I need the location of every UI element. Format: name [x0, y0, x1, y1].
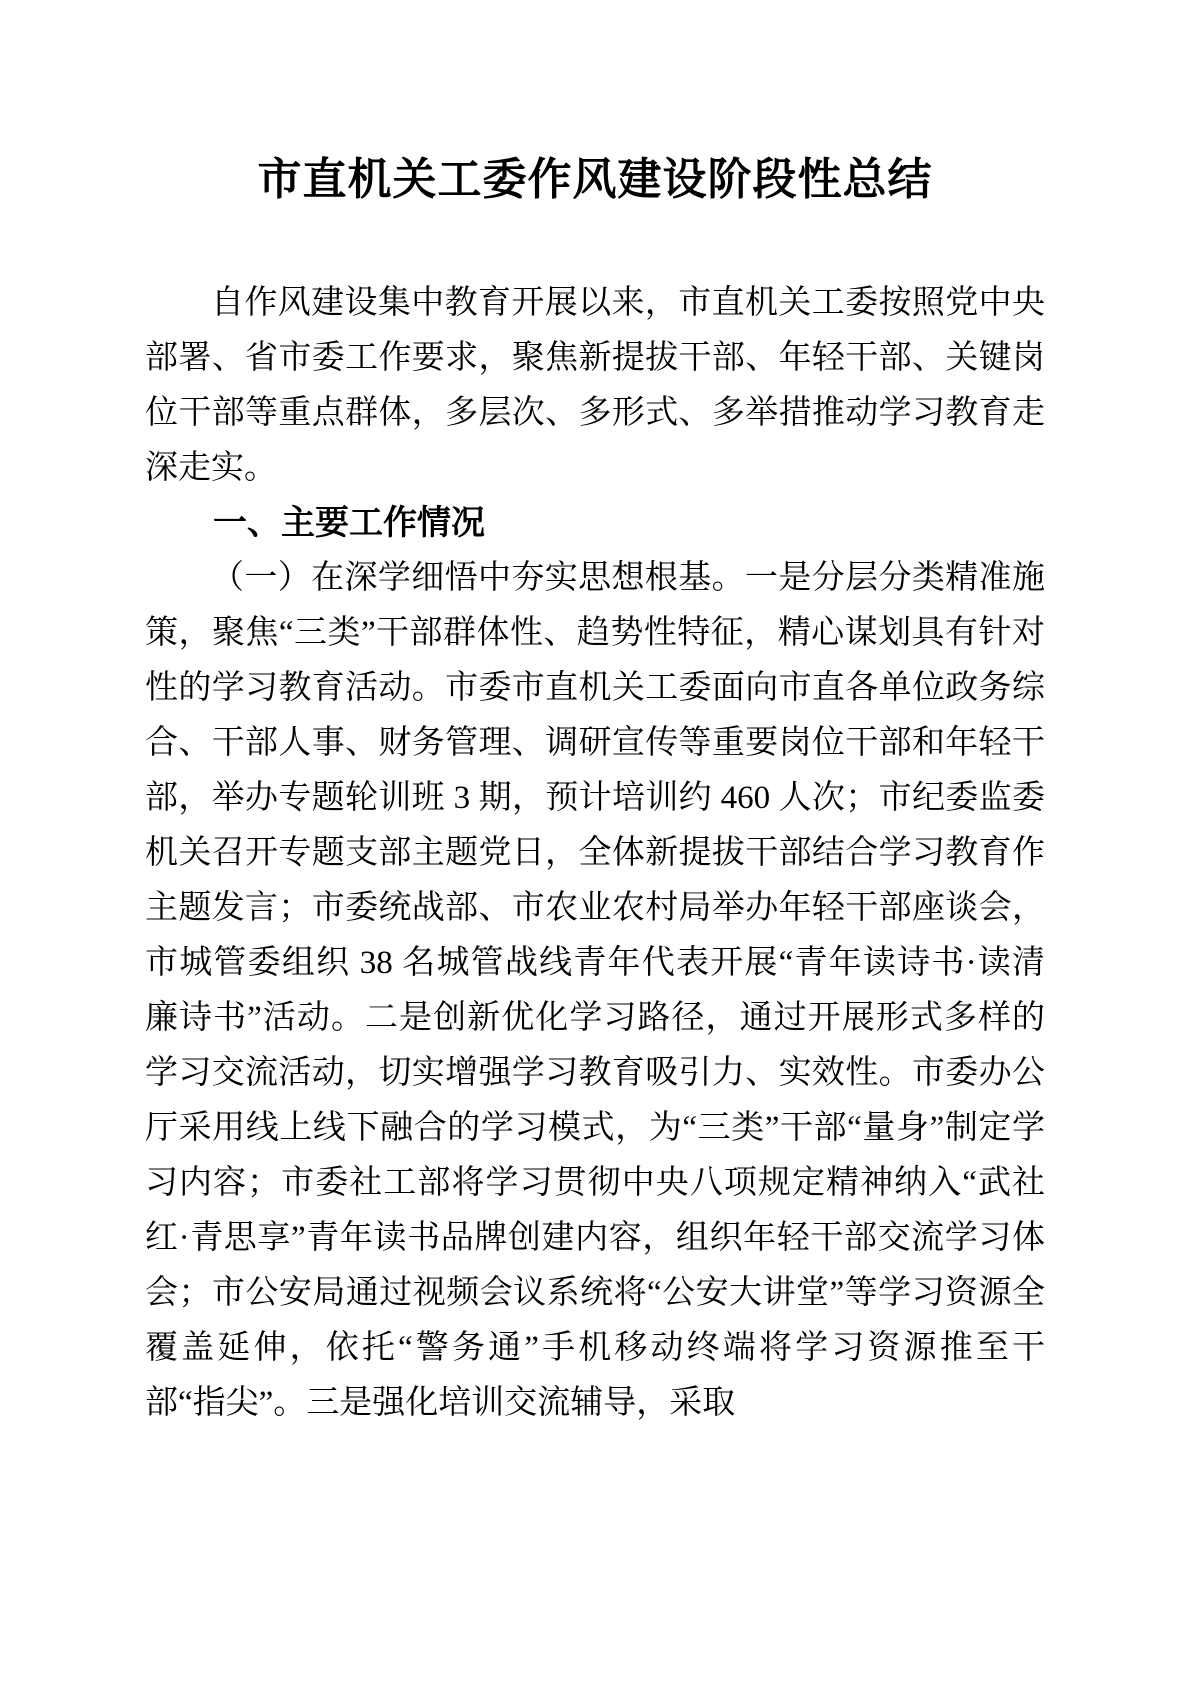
intro-paragraph: 自作风建设集中教育开展以来，市直机关工委按照党中央部署、省市委工作要求，聚焦新提拔干部、年轻干部、关键岗位干部等重点群体，多层次、多形式、多举措推动学习教育走深走实。 [145, 285, 1045, 486]
subsection-1-1-body: 一是分层分类精准施策，聚焦“三类”干部群体性、趋势性特征，精心谋划具有针对性的学习教育活动。市委市直机关工委面向市直各单位政务综合、干部人事、财务管理、调研宣传等重要岗位干部和年轻干部，举办专题轮训班 3 期，预计培训约 460 人次；市纪委监委机关召开专题支部主题党日，全体新提拔干部结合学习教育作主题发言；市委统战部、市农业农村局举办年轻干部座谈会，市城管委组织 38 名城管战线青年代表开展“青年读诗书·读清廉诗书”活动。二是创新优化学习路径，通过开展形式多样的学习交流活动，切实增强学习教育吸引力、实效性。市委办公厅采用线上线下融合的学习模式，为“三类”干部“量身”制定学习内容；市委社工部将学习贯彻中央八项规定精神纳入“武社红·青思享”青年读书品牌创建内容，组织年轻干部交流学习体会；市公安局通过视频会议系统将“公安大讲堂”等学习资源全覆盖延伸，依托“警务通”手机移动终端将学习资源推至干部“指尖”。三是强化培训交流辅导，采取 [145, 560, 1045, 1421]
section-1-heading: 一、主要工作情况 [213, 504, 485, 542]
document-title: 市直机关工委作风建设阶段性总结 [257, 155, 933, 204]
subsection-1-1-heading: （一）在深学细悟中夯实思想根基。 [211, 560, 745, 596]
section-1-1-paragraph [145, 551, 1045, 1431]
